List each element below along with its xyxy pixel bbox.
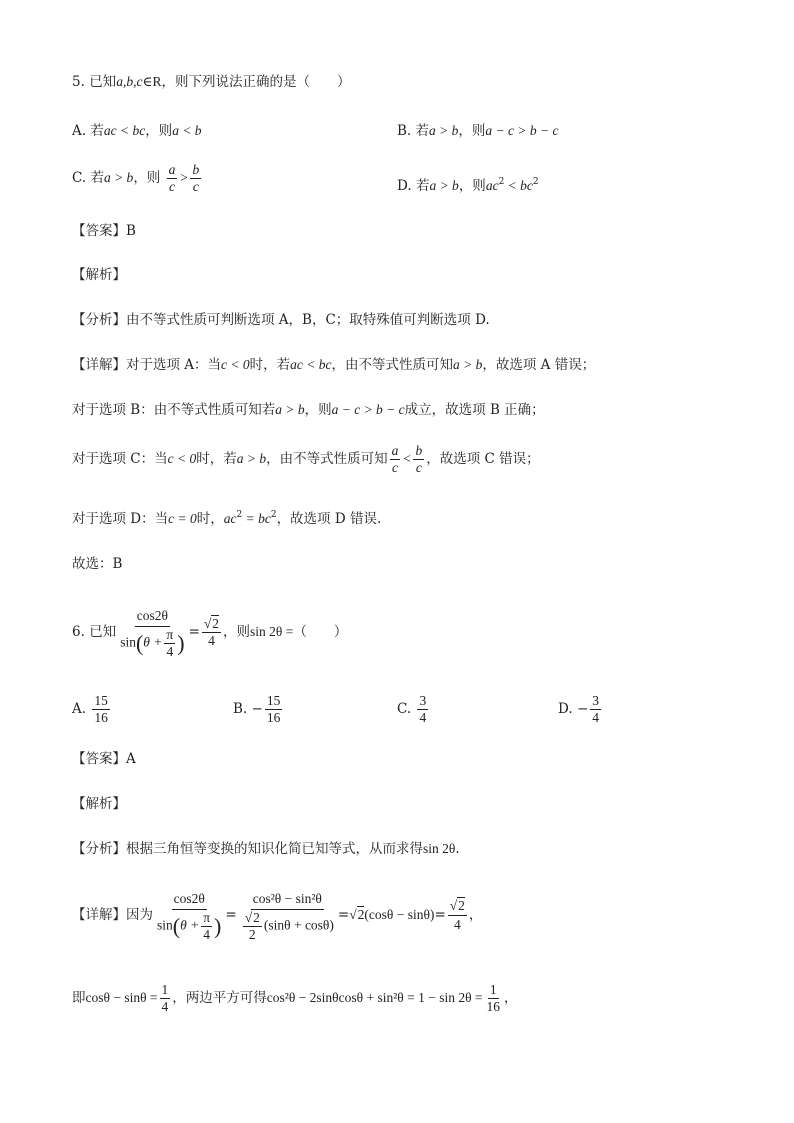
exponent: 2	[270, 510, 277, 520]
q5-stem	[72, 72, 350, 92]
text: 对于选项 D：当	[72, 511, 169, 527]
q6-given-fraction	[118, 606, 186, 660]
numerator: cos²θ − sin²θ	[251, 889, 324, 910]
math: cos²θ − 2sinθcosθ + sin²θ = 1 − sin 2θ =	[266, 990, 483, 1005]
numerator: 3	[592, 693, 599, 708]
exponent: 2	[532, 177, 539, 187]
q6-last-line	[72, 978, 518, 1018]
denominator: sin(θ + $\frac{\pi}{4}$ )	[120, 626, 185, 659]
numerator: 1	[161, 982, 169, 997]
q5-detail-b	[72, 400, 545, 420]
denominator: 16	[486, 999, 501, 1014]
fenxi-text: 根据三角恒等变换的知识化简已知等式，从而求得	[126, 841, 423, 857]
fraction	[167, 162, 178, 195]
math: ac < bc	[290, 357, 332, 372]
text: 对于选项 B：由不等式性质可知若	[72, 402, 276, 418]
paren: (cosθ − sinθ)	[364, 907, 435, 922]
fraction	[190, 162, 201, 195]
root: 2	[357, 907, 365, 922]
text: ，故选项 D 错误.	[276, 511, 382, 527]
sin: sin	[120, 634, 136, 650]
fraction	[265, 693, 283, 726]
text: ，	[468, 907, 483, 923]
answer-tag: 【答案】	[72, 751, 126, 767]
text: ，故选项 C 错误；	[426, 451, 540, 467]
text: 时，若	[196, 451, 237, 467]
option-label: A.	[72, 123, 87, 139]
text: ，则	[304, 402, 332, 418]
denominator: c	[415, 460, 422, 475]
denominator: c	[391, 460, 398, 475]
option-condition: a > b	[429, 178, 459, 193]
math: ac	[223, 511, 237, 526]
option-if: 若	[415, 178, 430, 194]
q5-answer	[72, 221, 136, 241]
option-label: A.	[72, 701, 87, 717]
denominator: sin(θ + $\frac{\pi}{4}$ )	[157, 909, 222, 942]
pi-over-four	[164, 627, 175, 660]
numerator: b	[415, 443, 423, 458]
fraction	[390, 443, 401, 476]
option-if: 若	[415, 123, 430, 139]
q5-vars: a,b,c	[116, 74, 143, 89]
numerator: cos2θ	[135, 606, 170, 627]
fenxi-tag: 【分析】	[72, 841, 126, 857]
q5-detail-a	[72, 355, 595, 375]
option-if: 若	[90, 123, 104, 139]
root: 2	[212, 616, 220, 631]
math: c = 0	[168, 511, 197, 526]
option-label: B.	[397, 123, 412, 139]
option-label: C.	[397, 701, 412, 717]
paren: (sinθ + cosθ)	[263, 917, 334, 933]
q5-stem-prefix: 已知	[89, 74, 117, 90]
option-conclusion: a − c > b − c	[485, 123, 559, 138]
q5-detail-c	[72, 440, 540, 478]
numerator: 3	[419, 693, 427, 708]
pi-over-four	[201, 910, 212, 943]
q6-stem-prefix: 已知	[89, 624, 117, 640]
text: 即	[72, 990, 86, 1006]
operator: <	[402, 451, 412, 466]
option-condition: a > b	[429, 123, 459, 138]
answer-value: B	[126, 223, 136, 239]
root: 2	[458, 898, 465, 913]
math: = bc	[242, 511, 271, 526]
exponent: 2	[498, 177, 505, 187]
numerator: b	[192, 162, 200, 177]
operator: >	[179, 170, 189, 185]
math: a > b	[275, 402, 305, 417]
denominator: c	[192, 179, 199, 194]
denominator: 16	[94, 710, 108, 725]
math: a > b	[236, 451, 267, 466]
q5-fenxi	[72, 310, 490, 330]
equals: =	[337, 907, 350, 923]
fraction: $\frac{√2}{4}$	[449, 898, 465, 932]
q6-detail	[72, 882, 482, 948]
numerator: a	[168, 162, 176, 177]
q6-option-a	[72, 691, 112, 727]
option-condition: ac < bc	[103, 123, 146, 138]
option-label: D.	[397, 178, 412, 194]
denominator	[239, 910, 336, 943]
text: ，两边平方可得	[172, 990, 267, 1006]
minus: −	[251, 701, 263, 717]
equals: =	[434, 907, 446, 923]
fraction	[155, 889, 223, 943]
q5-option-b	[397, 121, 558, 141]
text: 对于选项 A：当	[126, 357, 222, 373]
fraction	[485, 982, 503, 1015]
math: a − c > b − c	[331, 402, 405, 417]
math: cosθ − sinθ =	[85, 990, 158, 1005]
denominator: 4	[592, 710, 599, 725]
text: 成立，故选项 B 正确；	[404, 402, 545, 418]
fraction	[160, 982, 171, 1015]
text: ，则	[223, 624, 251, 640]
q5-option-c	[72, 162, 203, 195]
q5-analysis-heading: 【解析】	[72, 267, 126, 283]
q6-option-b	[233, 691, 284, 727]
q5-option-d	[397, 172, 539, 196]
equals: =	[225, 907, 237, 923]
xiangjie-tag: 【详解】	[72, 357, 126, 373]
numerator: π	[166, 626, 174, 642]
text: 时，若	[249, 357, 291, 373]
fraction	[417, 693, 428, 726]
minus: −	[576, 701, 589, 717]
step2: √2(cosθ − sinθ)	[349, 907, 435, 922]
fraction	[239, 889, 336, 943]
text: 因为	[126, 907, 153, 923]
rhs-fraction: $\frac{√2}{4}$	[203, 616, 220, 648]
target: sin 2θ =	[250, 624, 294, 639]
text: .	[455, 841, 460, 857]
paren: （ ）	[293, 624, 348, 640]
option-label: D.	[558, 701, 573, 717]
denominator: 2	[248, 926, 256, 942]
option-then: ，则	[133, 170, 161, 186]
numerator: 15	[266, 693, 281, 708]
answer-tag: 【答案】	[72, 223, 126, 239]
denominator: 4	[419, 710, 427, 725]
q6-analysis-heading: 【解析】	[72, 796, 126, 812]
theta: θ +	[180, 917, 200, 933]
option-conclusion: ac	[485, 178, 499, 193]
option-condition: a > b	[103, 170, 134, 185]
exponent: 2	[236, 510, 243, 520]
denominator: 4	[166, 643, 174, 659]
numerator: 1	[489, 982, 497, 997]
equals: =	[188, 624, 200, 640]
root: 2	[253, 909, 260, 925]
q5-stem-suffix: ，则下列说法正确的是（ ）	[161, 74, 351, 90]
math: sin 2θ	[423, 841, 456, 856]
option-then: ，则	[458, 123, 486, 139]
xiangjie-tag: 【详解】	[72, 907, 126, 923]
denominator: 4	[203, 926, 210, 942]
math: a > b	[453, 357, 483, 372]
text: ，故选项 A 错误；	[482, 357, 596, 373]
fraction	[92, 693, 110, 726]
q5-number: 5.	[72, 74, 85, 90]
q6-option-d	[558, 691, 603, 727]
math: c < 0	[167, 451, 197, 466]
text: ，由不等式性质可知	[331, 357, 453, 373]
q5-in: ∈	[142, 74, 153, 89]
theta: θ +	[143, 634, 163, 650]
numerator: cos2θ	[172, 889, 207, 910]
math: c < 0	[221, 357, 250, 372]
text: ，	[504, 990, 518, 1006]
fraction	[590, 693, 601, 726]
q5-choose: 故选：B	[72, 556, 123, 572]
option-if: 若	[90, 170, 104, 186]
sin: sin	[157, 917, 173, 933]
text: 对于选项 C：当	[72, 451, 168, 467]
option-conclusion: < bc	[504, 178, 533, 193]
numerator: π	[203, 909, 211, 925]
q6-fenxi	[72, 839, 460, 859]
q5-option-a	[72, 121, 202, 141]
option-label: C.	[72, 170, 87, 186]
answer-value: A	[126, 751, 136, 767]
q5-detail-d	[72, 505, 381, 529]
option-label: B.	[233, 701, 248, 717]
numerator: a	[391, 443, 399, 458]
q6-stem	[72, 600, 347, 664]
denominator: c	[168, 179, 175, 194]
fraction	[413, 443, 424, 476]
denominator: 4	[161, 999, 169, 1014]
fenxi-tag: 【分析】	[72, 312, 126, 328]
fenxi-text: 由不等式性质可判断选项 A，B，C；取特殊值可判断选项 D.	[126, 312, 490, 328]
option-conclusion: a < b	[172, 123, 202, 138]
q6-option-c	[397, 691, 430, 727]
numerator: 15	[94, 693, 108, 708]
denominator: 16	[266, 710, 281, 725]
text: ，由不等式性质可知	[266, 451, 388, 467]
q6-number: 6.	[72, 624, 85, 640]
q5-set: R	[152, 74, 162, 89]
q6-answer	[72, 749, 136, 769]
option-then: ，则	[458, 178, 486, 194]
denominator: 4	[453, 917, 461, 932]
text: 时，	[196, 511, 224, 527]
denominator: 4	[208, 633, 215, 648]
root-two-over-two: $\frac{√2}{2}$	[244, 909, 260, 942]
option-then: ，则	[145, 123, 173, 139]
